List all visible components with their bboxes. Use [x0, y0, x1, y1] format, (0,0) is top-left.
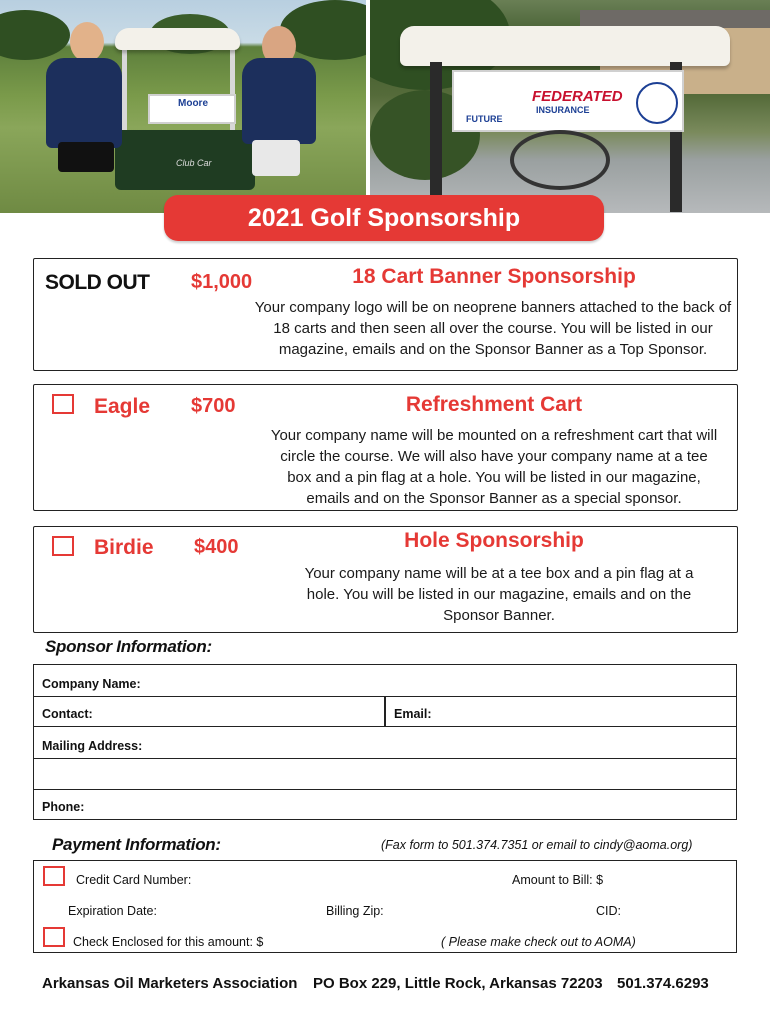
phone-field[interactable]	[34, 790, 736, 821]
amount-label: Amount to Bill: $	[512, 873, 604, 887]
birdie-checkbox[interactable]	[52, 536, 74, 556]
sponsorship-birdie	[33, 526, 738, 633]
sponsorship-description: Your company logo will be on neoprene banners attached to the back of 18 carts and then seen all over the course. You will be listed in our magazine, emails and on the Sponsor Banner as a Top Sponsor.	[254, 299, 732, 358]
sponsorship-title: 18 Cart Banner Sponsorship	[352, 265, 636, 288]
banner-insurance: INSURANCE	[536, 105, 590, 115]
billing-zip-label: Billing Zip:	[326, 904, 384, 918]
credit-card-label: Credit Card Number:	[76, 873, 192, 887]
payment-form	[33, 860, 737, 953]
sponsorship-price: $1,000	[191, 271, 253, 293]
sponsorship-price: $700	[191, 395, 236, 417]
check-note: ( Please make check out to AOMA)	[441, 935, 636, 949]
header-photos	[0, 0, 770, 213]
page-title: 2021 Golf Sponsorship	[164, 195, 604, 241]
photo-cart-banner	[370, 0, 770, 213]
cart-brand-text: Club Car	[176, 158, 212, 168]
sponsorship-title: Refreshment Cart	[405, 393, 583, 416]
payment-note: (Fax form to 501.374.7351 or email to cindy@aoma.org)	[381, 838, 693, 852]
sponsorship-level: Eagle	[94, 395, 151, 418]
sponsor-info-heading: Sponsor Information:	[45, 637, 212, 656]
footer-org: Arkansas Oil Marketers Association	[42, 975, 298, 992]
sponsorship-price: $400	[194, 536, 239, 558]
footer-address: PO Box 229, Little Rock, Arkansas 72203	[313, 975, 603, 992]
sponsorship-title: Hole Sponsorship	[404, 529, 584, 552]
footer-phone: 501.374.6293	[617, 975, 709, 992]
mailing-address-label: Mailing Address:	[42, 739, 143, 753]
phone-label: Phone:	[42, 800, 85, 814]
photo-golf-cart-people	[0, 0, 366, 213]
contact-row	[34, 697, 736, 727]
banner-seal-icon	[636, 82, 678, 124]
company-name-label: Company Name:	[42, 677, 141, 691]
expiration-label: Expiration Date:	[68, 904, 157, 918]
sponsor-info-form	[33, 664, 737, 820]
cart-banner-text: Moore	[178, 98, 208, 109]
banner-future: FUTURE	[466, 114, 503, 124]
cid-label: CID:	[596, 904, 621, 918]
credit-card-checkbox[interactable]	[43, 866, 65, 886]
sponsorship-top	[33, 258, 738, 371]
payment-info-heading: Payment Information:	[52, 835, 221, 854]
banner-federated: FEDERATED	[532, 88, 623, 105]
sponsorship-level: Birdie	[94, 536, 154, 559]
sponsorship-description: Your company name will be mounted on a refreshment cart that will circle the course. We will also have your company name at a tee box and a pin flag at a hole. You will be listed in our magazine, emails and on the Sponsor Banner as a special sponsor.	[270, 427, 718, 507]
sponsorship-description: Your company name will be at a tee box and a pin flag at a hole. You will be listed in our magazine, emails and on the Sponsor Banner.	[304, 565, 694, 624]
sponsorship-eagle	[33, 384, 738, 511]
contact-label: Contact:	[42, 707, 93, 721]
mailing-address-line2-field[interactable]	[34, 759, 736, 790]
check-enclosed-label: Check Enclosed for this amount: $	[73, 935, 264, 949]
email-label: Email:	[394, 707, 432, 721]
company-name-field[interactable]	[34, 665, 736, 697]
eagle-checkbox[interactable]	[52, 394, 74, 414]
mailing-address-field[interactable]	[34, 727, 736, 759]
check-enclosed-checkbox[interactable]	[43, 927, 65, 947]
sponsorship-level: SOLD OUT	[45, 271, 150, 294]
